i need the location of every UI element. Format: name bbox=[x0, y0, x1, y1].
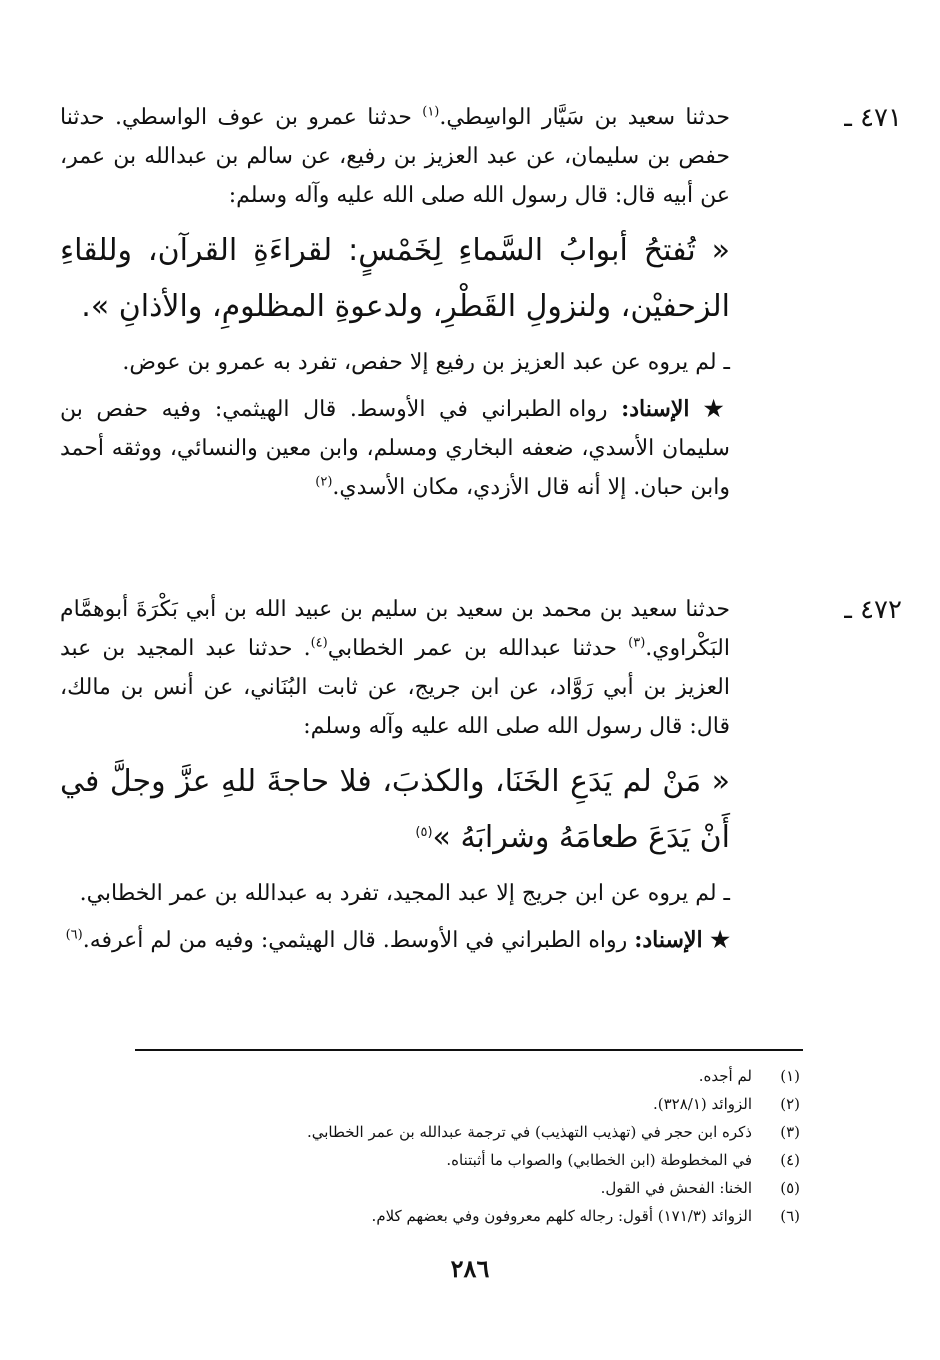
hadith-matn: « مَنْ لم يَدَعِ الخَنَا، والكذبَ، فلا حاجةَ للهِ عزَّ وجلَّ في أَنْ يَدَعَ طعامَهُ وشرابَهُ »$^{(٥)}$ bbox=[60, 764, 730, 855]
isnad-grading: ★ الإسناد: رواه الطبراني في الأوسط. قال الهيثمي: وفيه من لم أعرفه.$^{(٦)}$ bbox=[65, 927, 730, 953]
isnad-grading: ★ الإسناد: رواه الطبراني في الأوسط. قال الهيثمي: وفيه حفص بن سليمان الأسدي، ضعفه البخاري ومسلم، وابن معين والنسائي، ووثقه أحمد وابن حبان. إلا أنه قال الأزدي، مكان الأسدي.$^{(٢)}$ bbox=[60, 396, 731, 500]
footnote-ref: (٥) bbox=[415, 825, 433, 840]
footnote-ref: (٤) bbox=[310, 635, 328, 651]
isnad-label: ★ الإسناد: bbox=[634, 927, 730, 953]
footnote-ref: (٣) bbox=[628, 635, 646, 651]
footnote-1: (١) لم أجده. bbox=[698, 1067, 800, 1085]
footnote-ref: (٢) bbox=[315, 474, 333, 490]
footnote-5: (٥) الخنا: الفحش في القول. bbox=[600, 1179, 800, 1197]
isnad-chain: حدثنا سعيد بن محمد بن سعيد بن سليم بن عبيد الله بن أبي بَكْرَةَ أبوهمَّام البَكْراوي.$^{(٣)}$ حدثنا عبدالله بن عمر الخطابي$^{(٤)}$. حدثنا عبد المجيد بن عبد العزيز بن أبي رَوَّاد، عن ابن جريج، عن ثابت البُنَاني، عن أنس بن مالك، قال: قال رسول الله صلى الله عليه وآله وسلم: bbox=[60, 597, 730, 739]
footnote-4: (٤) في المخطوطة (ابن الخطابي) والصواب ما أثبتناه. bbox=[446, 1151, 800, 1169]
transmission-note: ـ لم يروه عن عبد العزيز بن رفيع إلا حفص، تفرد به عمرو بن عوض. bbox=[122, 350, 730, 375]
footnotes bbox=[130, 1062, 800, 1230]
isnad-chain: حدثنا سعيد بن سَيَّار الواسِطي.$^{(١)}$ حدثنا عمرو بن عوف الواسطي. حدثنا حفص بن سليمان، عن عبد العزيز بن رفيع، عن سالم بن عبدالله بن عمر، عن أبيه قال: قال رسول الله صلى الله عليه وآله وسلم: bbox=[60, 104, 730, 208]
footnote-3: (٣) ذكره ابن حجر في (تهذيب التهذيب) في ترجمة عبدالله بن عمر الخطابي. bbox=[306, 1123, 800, 1141]
footnote-ref: (٦) bbox=[65, 927, 83, 943]
hadith-number: ٤٧١ ـ bbox=[844, 103, 902, 133]
footnote-separator bbox=[135, 1049, 803, 1051]
isnad-label: ★ الإسناد: bbox=[621, 396, 731, 422]
hadith-body bbox=[60, 590, 730, 960]
hadith-body bbox=[60, 98, 730, 507]
hadith-matn: « تُفتحُ أبوابُ السَّماءِ لِخَمْسٍ: لقراءَةِ القرآن، وللقاءِ الزحفيْن، ولنزولِ القَطْرِ، ولدعوةِ المظلومِ، والأذانِ ». bbox=[60, 233, 730, 324]
footnote-2: (٢) الزوائد (٣٢٨/١). bbox=[653, 1095, 800, 1113]
hadith-number: ٤٧٢ ـ bbox=[844, 595, 902, 625]
page-number: ٢٨٦ bbox=[450, 1254, 490, 1283]
footnote-ref: (١) bbox=[422, 104, 440, 120]
transmission-note: ـ لم يروه عن ابن جريج إلا عبد المجيد، تفرد به عبدالله بن عمر الخطابي. bbox=[79, 881, 730, 906]
footnote-6: (٦) الزوائد (١٧١/٣) أقول: رجاله كلهم معروفون وفي بعضهم كلام. bbox=[371, 1207, 800, 1225]
